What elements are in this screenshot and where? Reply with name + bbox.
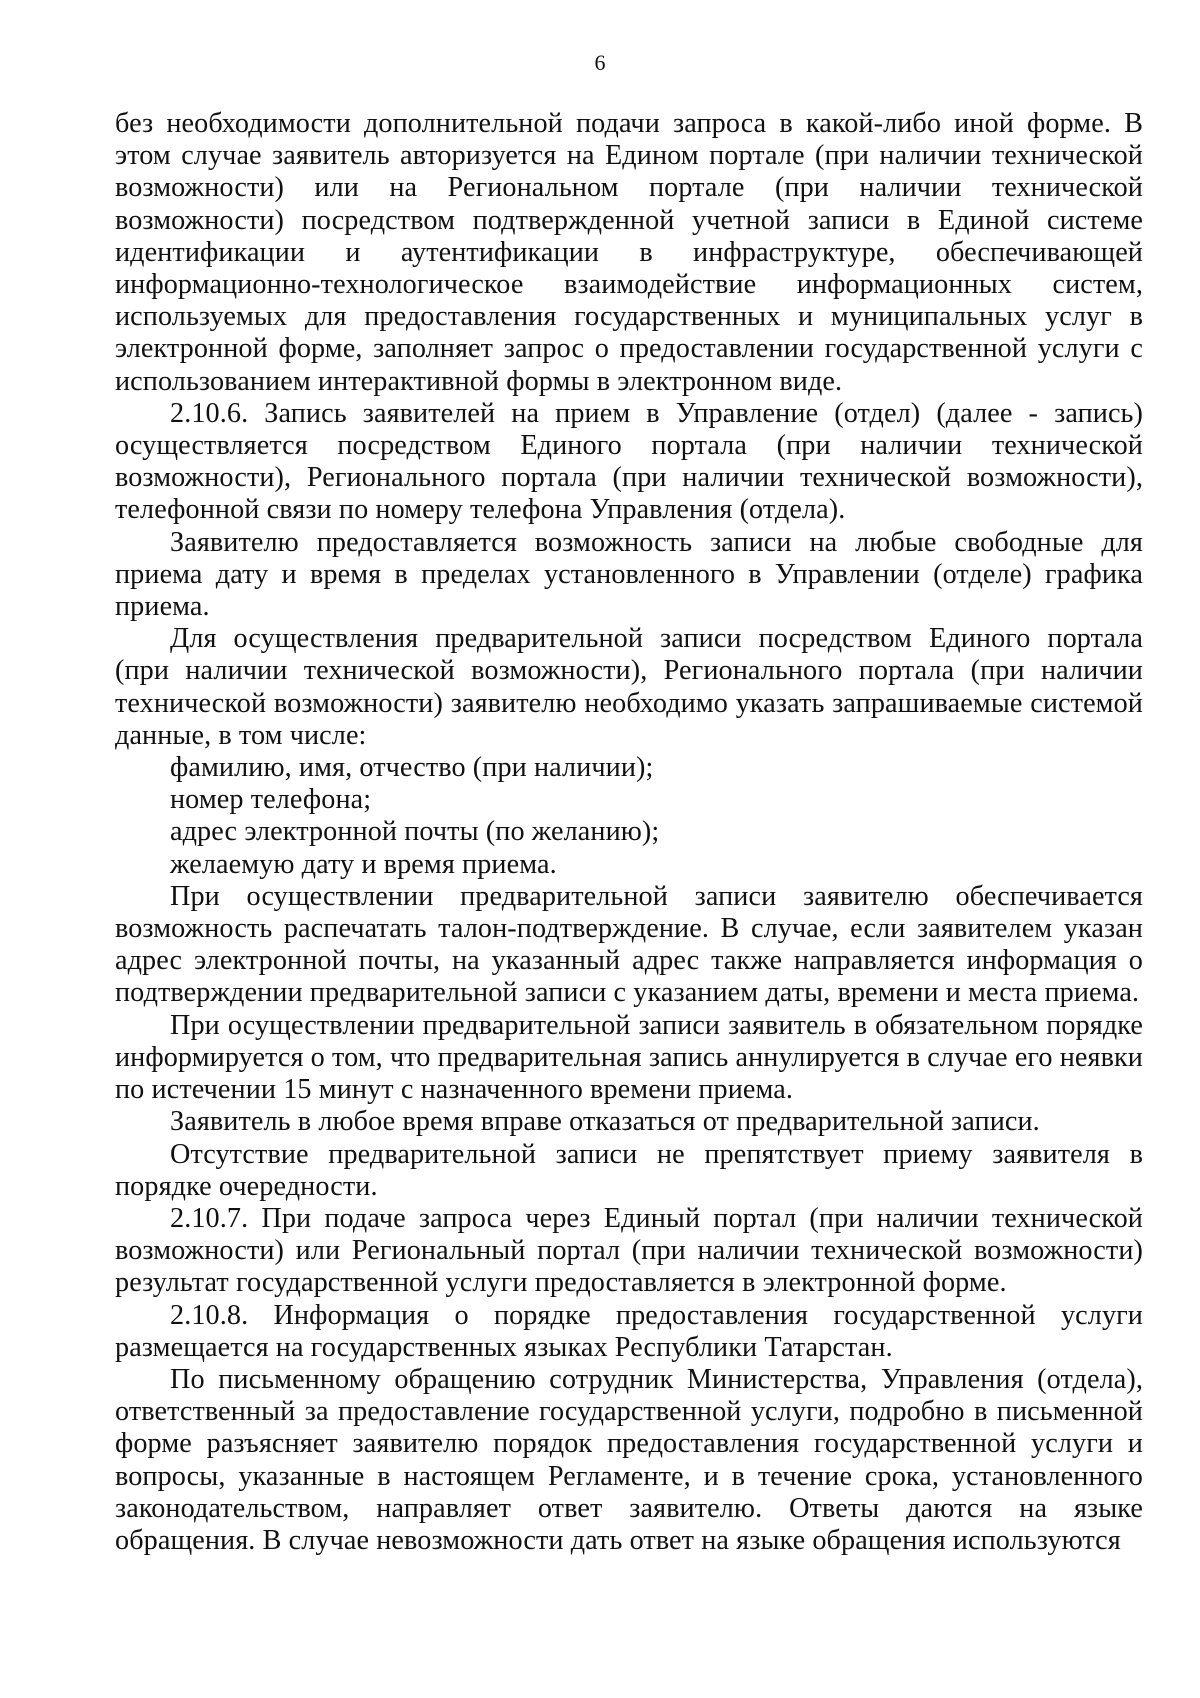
paragraph-2-10-8: 2.10.8. Информация о порядке предоставления государственной услуги размещается на государственных языках Республики Татарстан. bbox=[115, 1299, 1143, 1363]
paragraph-queue-order: Отсутствие предварительной записи не препятствует приему заявителя в порядке очередности. bbox=[115, 1138, 1143, 1202]
paragraph-continuation: без необходимости дополнительной подачи запроса в какой-либо иной форме. В этом случае заявитель авторизуется на Едином портале (при наличии технической возможности) или на Региональном портале (при наличии технической возможности) посредством подтвержденной учетной записи в Единой системе идентификации и аутентификации в инфраструктуре, обеспечивающей информационно-технологическое взаимодействие информационных систем, используемых для предоставления государственных и муниципальных услуг в электронной форме, заполняет запрос о предоставлении государственной услуги с использованием интерактивной формы в электронном виде. bbox=[115, 108, 1143, 397]
list-item-full-name: фамилию, имя, отчество (при наличии); bbox=[170, 752, 654, 784]
page-number: 6 bbox=[594, 50, 606, 75]
document-body bbox=[115, 108, 1143, 1557]
list-item-phone: номер телефона; bbox=[170, 784, 372, 816]
paragraph-written-request: По письменному обращению сотрудник Министерства, Управления (отдела), ответственный за предоставление государственной услуги, подробно в письменной форме разъясняет заявителю порядок предоставления государственной услуги и вопросы, указанные в настоящем Регламенте, и в течение срока, установленного законодательством, направляет ответ заявителю. Ответы даются на языке обращения. В случае невозможности дать ответ на языке обращения используются bbox=[115, 1363, 1143, 1556]
paragraph-right-to-cancel: Заявитель в любое время вправе отказаться от предварительной записи. bbox=[170, 1106, 1040, 1138]
paragraph-required-data: Для осуществления предварительной записи посредством Единого портала (при наличии технической возможности), Регионального портала (при наличии технической возможности) заявителю необходимо указать запрашиваемые системой данные, в том числе: bbox=[115, 623, 1143, 751]
paragraph-cancellation-rule: При осуществлении предварительной записи заявитель в обязательном порядке информируется о том, что предварительная запись аннулируется в случае его неявки по истечении 15 минут с назначенного времени приема. bbox=[115, 1009, 1143, 1106]
paragraph-2-10-7: 2.10.7. При подаче запроса через Единый портал (при наличии технической возможности) или Региональный портал (при наличии технической возможности) результат государственной услуги предоставляется в электронной форме. bbox=[115, 1202, 1143, 1299]
paragraph-appointment-options: Заявителю предоставляется возможность записи на любые свободные для приема дату и время в пределах установленного в Управлении (отделе) графика приема. bbox=[115, 526, 1143, 623]
list-item-date-time: желаемую дату и время приема. bbox=[170, 848, 557, 880]
paragraph-confirmation-ticket: При осуществлении предварительной записи заявителю обеспечивается возможность распечатать талон-подтверждение. В случае, если заявителем указан адрес электронной почты, на указанный адрес также направляется информация о подтверждении предварительной записи с указанием даты, времени и места приема. bbox=[115, 880, 1143, 1009]
list-item-email: адрес электронной почты (по желанию); bbox=[170, 816, 660, 848]
paragraph-2-10-6: 2.10.6. Запись заявителей на прием в Управление (отдел) (далее - запись) осуществляется посредством Единого портала (при наличии технической возможности), Регионального портала (при наличии технической возможности), телефонной связи по номеру телефона Управления (отдела). bbox=[115, 397, 1143, 526]
